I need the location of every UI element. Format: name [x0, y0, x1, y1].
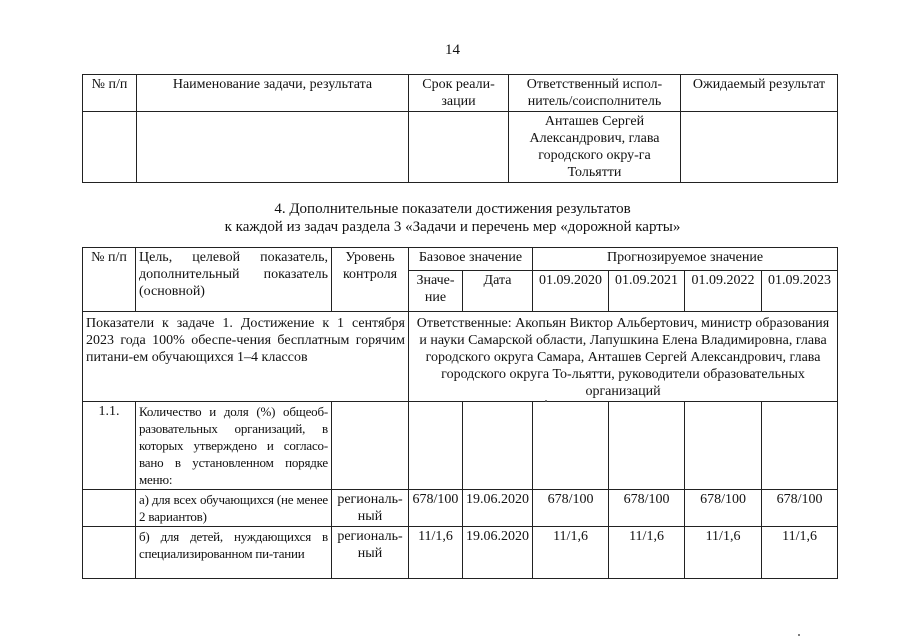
header-date-2022: 01.09.2022: [685, 271, 762, 312]
header-cell: № п/п: [83, 75, 137, 112]
row-num: [83, 527, 136, 579]
table-header-row: [83, 248, 838, 271]
indicators-table: [82, 247, 838, 579]
header-forecast: Прогнозируемое значение: [533, 248, 838, 271]
row-level: [332, 402, 409, 490]
table-cell: [83, 112, 137, 183]
section-heading-line1: 4. Дополнительные показатели достижения результатов: [274, 201, 631, 217]
row-forecast: [609, 402, 685, 490]
header-date: Дата: [463, 271, 533, 312]
task-responsible: Ответственные: Акопьян Виктор Альбертович, министр образования и науки Самарской области, Лапушкина Елена Владимировна, глава городского округа Самара, Анташев Сергей Александрович, глава городского округа То-льятти, руководители образовательных организаций: [409, 312, 838, 402]
row-forecast: 678/100: [609, 490, 685, 527]
task-row: [83, 312, 838, 402]
row-base-date: 19.06.2020: [463, 490, 533, 527]
scan-speck: [545, 400, 547, 402]
header-value: Значе-ние: [409, 271, 463, 312]
header-cell: Наименование задачи, результата: [137, 75, 409, 112]
row-level: региональ-ный: [332, 527, 409, 579]
header-date-2020: 01.09.2020: [533, 271, 609, 312]
table-cell: [137, 112, 409, 183]
row-name: Количество и доля (%) общеоб-разовательных организаций, в которых утверждено и согласо-вано в установленном порядке меню:: [136, 402, 332, 490]
table-header-row: [83, 75, 838, 112]
row-base-value: [409, 402, 463, 490]
table-cell: Анташев Сергей Александрович, глава городского окру-га Тольятти: [509, 112, 681, 183]
header-num: № п/п: [83, 248, 136, 312]
row-base-date: [463, 402, 533, 490]
header-goal: Цель, целевой показатель, дополнительный показатель (основной): [136, 248, 332, 312]
row-num: 1.1.: [83, 402, 136, 490]
row-forecast: 678/100: [533, 490, 609, 527]
table-row: [83, 490, 838, 527]
table-row: [83, 527, 838, 579]
table-cell: [409, 112, 509, 183]
row-name: а) для всех обучающихся (не менее 2 вариантов): [136, 490, 332, 527]
row-num: [83, 490, 136, 527]
header-date-2021: 01.09.2021: [609, 271, 685, 312]
header-date-2023: 01.09.2023: [762, 271, 838, 312]
page-number: 14: [445, 42, 460, 58]
row-forecast: [762, 402, 838, 490]
row-forecast: 11/1,6: [609, 527, 685, 579]
row-forecast: 11/1,6: [762, 527, 838, 579]
row-name: б) для детей, нуждающихся в специализированном пи-тании: [136, 527, 332, 579]
header-cell: Ответственный испол-нитель/соисполнитель: [509, 75, 681, 112]
task-description: Показатели к задаче 1. Достижение к 1 сентября 2023 года 100% обеспе-чения бесплатным горячим питани-ем обучающихся 1–4 классов: [83, 312, 409, 402]
row-forecast: 11/1,6: [533, 527, 609, 579]
row-forecast: 11/1,6: [685, 527, 762, 579]
table-cell: [681, 112, 838, 183]
scan-speck: [798, 634, 800, 636]
row-base-value: 678/100: [409, 490, 463, 527]
row-forecast: 678/100: [685, 490, 762, 527]
row-base-date: 19.06.2020: [463, 527, 533, 579]
responsibility-table: [82, 74, 838, 183]
row-forecast: [533, 402, 609, 490]
header-base: Базовое значение: [409, 248, 533, 271]
table-row: [83, 112, 838, 183]
row-base-value: 11/1,6: [409, 527, 463, 579]
header-cell: Ожидаемый результат: [681, 75, 838, 112]
header-cell: Срок реали-зации: [409, 75, 509, 112]
row-level: региональ-ный: [332, 490, 409, 527]
row-forecast: 678/100: [762, 490, 838, 527]
table-row: [83, 402, 838, 490]
section-heading-line2: к каждой из задач раздела 3 «Задачи и перечень мер «дорожной карты»: [224, 219, 681, 235]
section-heading: [0, 200, 905, 236]
row-forecast: [685, 402, 762, 490]
header-level: Уровень контроля: [332, 248, 409, 312]
